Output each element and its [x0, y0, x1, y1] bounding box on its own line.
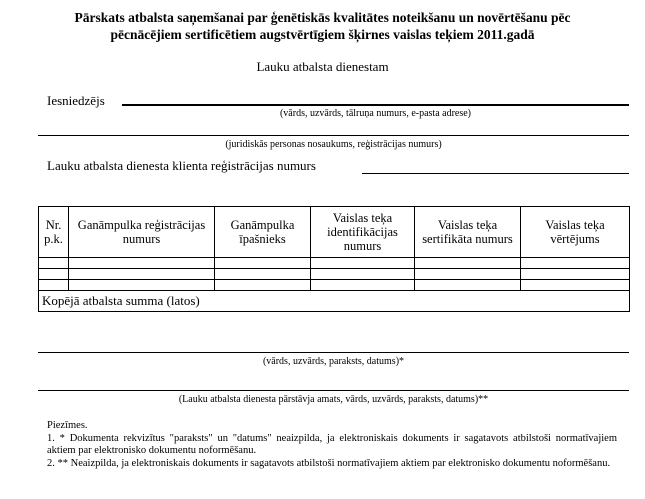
column-header: Vaislas teķa sertifikāta numurs — [415, 207, 521, 258]
table-cell[interactable] — [311, 280, 415, 291]
table-cell[interactable] — [415, 269, 521, 280]
table-cell[interactable] — [415, 258, 521, 269]
applicant-signature-line[interactable] — [38, 352, 629, 353]
table-cell[interactable] — [215, 280, 311, 291]
table-cell[interactable] — [311, 258, 415, 269]
table-cell[interactable] — [415, 280, 521, 291]
table-row — [39, 280, 630, 291]
table-cell[interactable] — [521, 258, 630, 269]
table-cell[interactable] — [39, 280, 69, 291]
table-cell[interactable] — [215, 269, 311, 280]
officer-signature-line[interactable] — [38, 390, 629, 391]
applicant-legal-caption: (juridiskās personas nosaukums, reģistrācijas numurs) — [225, 139, 442, 150]
table-row — [39, 258, 630, 269]
table-cell[interactable] — [521, 269, 630, 280]
table-cell[interactable] — [39, 269, 69, 280]
document-title — [0, 9, 645, 43]
table-cell[interactable] — [311, 269, 415, 280]
table-header-row — [39, 207, 630, 258]
client-reg-line[interactable] — [362, 173, 629, 174]
applicant-person-line[interactable] — [122, 104, 629, 106]
column-header: Vaislas teķa identifikācijas numurs — [311, 207, 415, 258]
table-cell[interactable] — [521, 280, 630, 291]
table-cell[interactable] — [69, 258, 215, 269]
data-table — [38, 206, 630, 312]
notes-section — [47, 420, 617, 470]
title-line-1: Pārskats atbalsta saņemšanai par ģenētiskās kvalitātes noteikšanu un novērtēšanu pēc — [74, 10, 571, 25]
officer-signature-caption: (Lauku atbalsta dienesta pārstāvja amats, vārds, uzvārds, paraksts, datums)** — [178, 394, 489, 405]
table-cell[interactable] — [39, 258, 69, 269]
table-row — [39, 269, 630, 280]
applicant-person-caption: (vārds, uzvārds, tālruņa numurs, e-pasta adrese) — [279, 108, 472, 119]
client-reg-label: Lauku atbalsta dienesta klienta reģistrācijas numurs — [47, 158, 316, 173]
table-total-row — [39, 291, 630, 312]
title-line-2: pēcnācējiem sertificētiem augstvērtīgiem šķirnes vaislas teķiem 2011.gadā — [110, 27, 535, 42]
column-header: Ganāmpulka īpašnieks — [215, 207, 311, 258]
note-item: 2. ** Neaizpilda, ja elektroniskais dokuments ir sagatavots atbilstoši normatīvajiem aktiem par elektronisko dokumentu noformēšanu. — [47, 457, 611, 469]
notes-heading: Piezīmes. — [47, 420, 88, 431]
table-cell[interactable] — [69, 280, 215, 291]
total-label: Kopējā atbalsta summa (latos) — [39, 291, 630, 312]
addressee: Lauku atbalsta dienestam — [256, 59, 389, 74]
applicant-label: Iesniedzējs — [47, 93, 105, 108]
note-item: 1. * Dokumenta rekvizītus "paraksts" un "datums" neaizpilda, ja elektroniskais dokuments ir sagatavots atbilstoši normatīvajiem aktiem par elektronisko dokumentu noformēšanu. — [47, 432, 617, 456]
applicant-legal-line[interactable] — [38, 135, 629, 136]
column-header: Ganāmpulka reģistrācijas numurs — [69, 207, 215, 258]
table-cell[interactable] — [69, 269, 215, 280]
applicant-signature-caption: (vārds, uzvārds, paraksts, datums)* — [262, 356, 405, 367]
column-header: Nr. p.k. — [39, 207, 69, 258]
table-cell[interactable] — [215, 258, 311, 269]
column-header: Vaislas teķa vērtējums — [521, 207, 630, 258]
